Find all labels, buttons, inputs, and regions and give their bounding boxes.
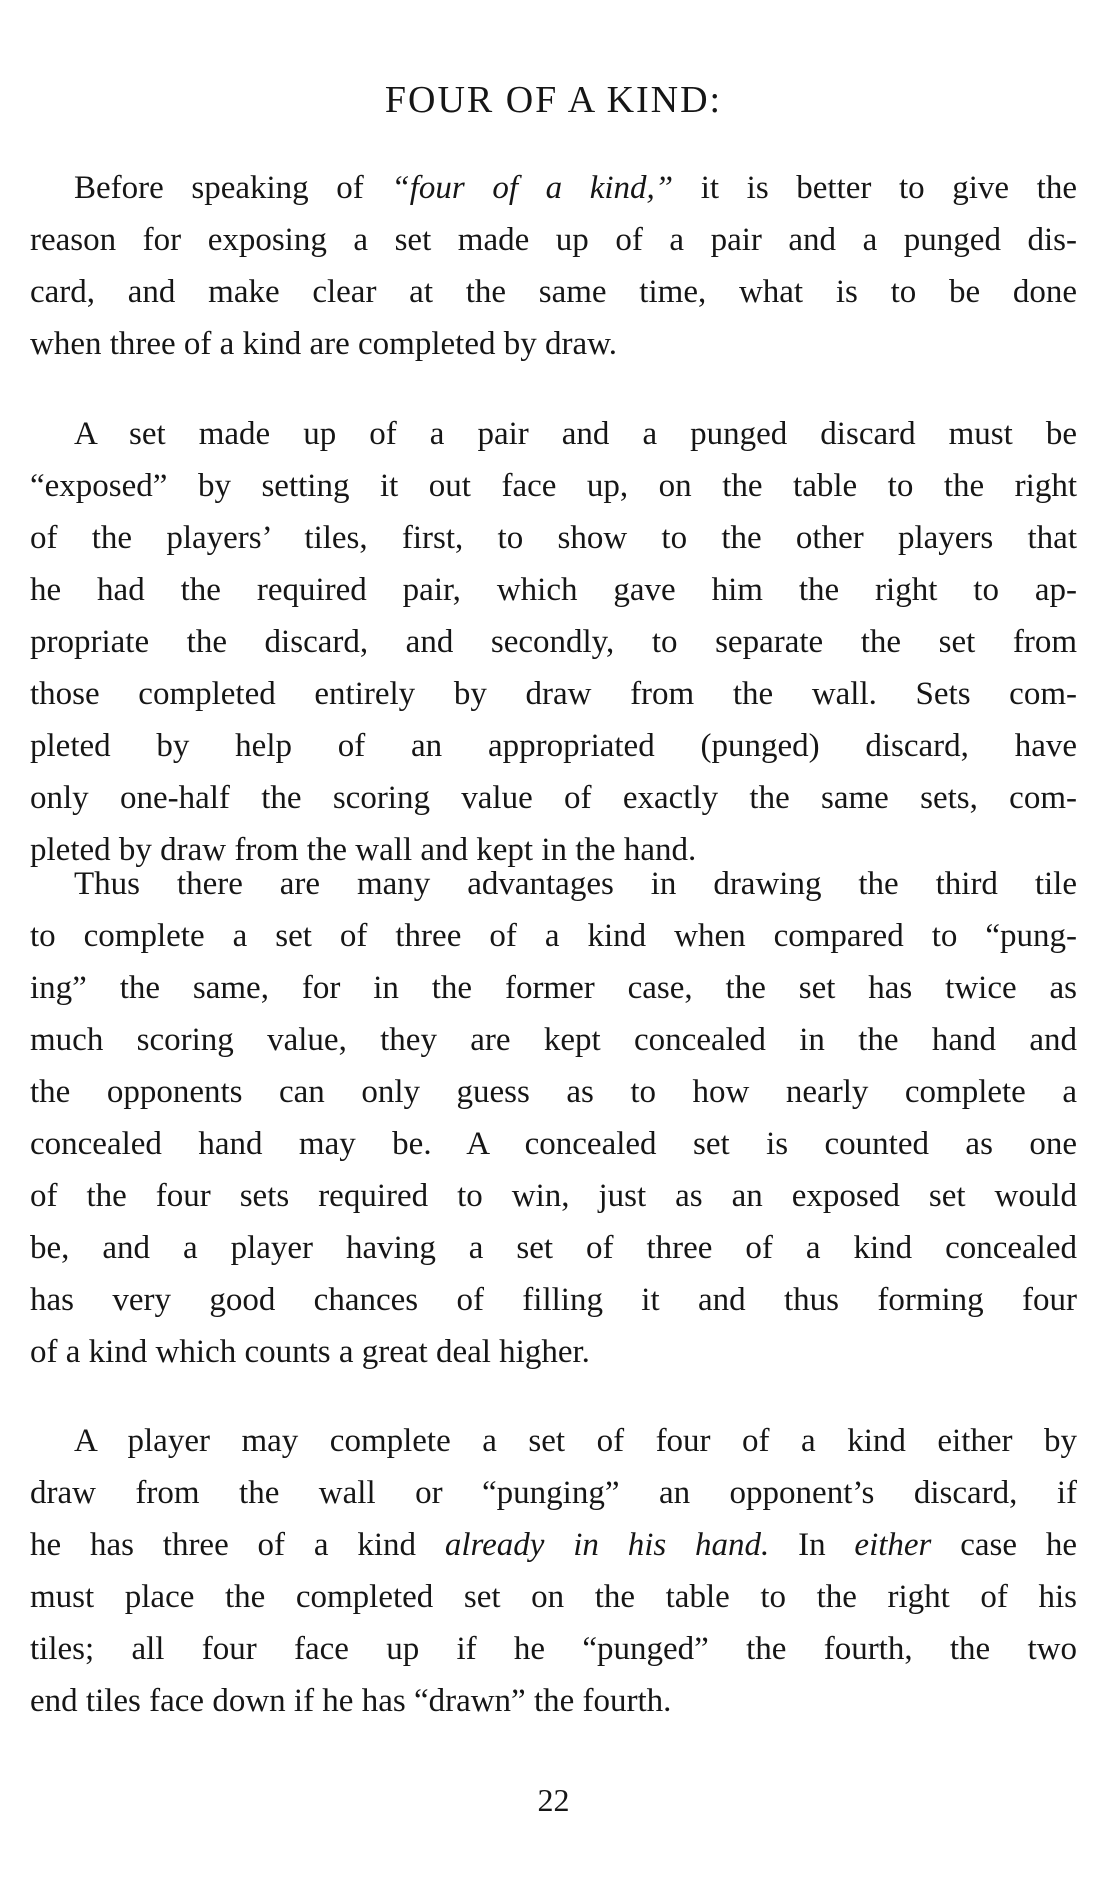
text-line bbox=[30, 1118, 1077, 1170]
text-line bbox=[30, 512, 1077, 564]
text-line bbox=[30, 214, 1077, 266]
text-run: those completed entirely by draw from the wall. Sets com- bbox=[30, 676, 1077, 712]
text-run: of the four sets required to win, just as an exposed set would bbox=[30, 1178, 1077, 1214]
text-line bbox=[30, 910, 1077, 962]
text-line bbox=[30, 318, 1077, 370]
paragraph-3 bbox=[30, 858, 1077, 1378]
text-line bbox=[30, 1519, 1077, 1571]
text-run: be, and a player having a set of three of a kind concealed bbox=[30, 1230, 1077, 1266]
text-line bbox=[30, 266, 1077, 318]
text-run: propriate the discard, and secondly, to separate the set from bbox=[30, 624, 1077, 660]
text-line bbox=[30, 616, 1077, 668]
page-number: 22 bbox=[537, 1782, 570, 1818]
text-line bbox=[30, 1170, 1077, 1222]
text-run: pleted by help of an appropriated (punged) discard, have bbox=[30, 728, 1077, 764]
text-run: has very good chances of filling it and thus forming four bbox=[30, 1282, 1077, 1318]
text-run: In bbox=[769, 1527, 855, 1563]
paragraph-4 bbox=[30, 1415, 1077, 1727]
text-run: case he bbox=[931, 1527, 1077, 1563]
text-line bbox=[30, 1571, 1077, 1623]
text-line bbox=[30, 1222, 1077, 1274]
text-run: “exposed” by setting it out face up, on the table to the right bbox=[30, 468, 1077, 504]
text-run: reason for exposing a set made up of a pair and a punged dis- bbox=[30, 222, 1077, 258]
text-line bbox=[30, 564, 1077, 616]
text-run: it is better to give the bbox=[673, 170, 1077, 206]
text-run: must place the completed set on the table to the right of his bbox=[30, 1579, 1077, 1615]
text-run: when three of a kind are completed by draw. bbox=[30, 326, 618, 362]
text-run: he has three of a kind bbox=[30, 1527, 445, 1563]
text-run: end tiles face down if he has “drawn” the fourth. bbox=[30, 1683, 672, 1719]
text-run: only one-half the scoring value of exactly the same sets, com- bbox=[30, 780, 1077, 816]
text-run: he had the required pair, which gave him the right to ap- bbox=[30, 572, 1077, 608]
paragraph-2 bbox=[30, 408, 1077, 876]
text-line bbox=[30, 1467, 1077, 1519]
text-run: to complete a set of three of a kind when compared to “pung- bbox=[30, 918, 1077, 954]
text-run: Before speaking of bbox=[74, 170, 392, 206]
text-run: card, and make clear at the same time, what is to be done bbox=[30, 274, 1077, 310]
text-line bbox=[30, 858, 1077, 910]
emphasis-text: either bbox=[854, 1527, 932, 1563]
emphasis-text: already in his hand. bbox=[444, 1527, 770, 1563]
emphasis-text: “four of a kind,” bbox=[391, 170, 674, 206]
text-run: A set made up of a pair and a punged discard must be bbox=[74, 416, 1077, 452]
text-line bbox=[30, 668, 1077, 720]
text-line bbox=[30, 408, 1077, 460]
text-line bbox=[30, 162, 1077, 214]
text-run: the opponents can only guess as to how nearly complete a bbox=[30, 1074, 1077, 1110]
text-run: draw from the wall or “punging” an opponent’s discard, if bbox=[30, 1475, 1077, 1511]
text-line bbox=[30, 1014, 1077, 1066]
text-line bbox=[30, 460, 1077, 512]
text-line bbox=[30, 1066, 1077, 1118]
text-run: A player may complete a set of four of a kind either by bbox=[74, 1423, 1077, 1459]
text-line bbox=[30, 1326, 1077, 1378]
text-run: ing” the same, for in the former case, the set has twice as bbox=[30, 970, 1077, 1006]
text-run: concealed hand may be. A concealed set is counted as one bbox=[30, 1126, 1077, 1162]
text-run: of the players’ tiles, first, to show to the other players that bbox=[30, 520, 1077, 556]
text-line bbox=[30, 1415, 1077, 1467]
chapter-heading: FOUR OF A KIND: bbox=[384, 79, 723, 121]
text-line bbox=[30, 1274, 1077, 1326]
paragraph-1 bbox=[30, 162, 1077, 370]
text-run: of a kind which counts a great deal higher. bbox=[30, 1334, 590, 1370]
text-run: pleted by draw from the wall and kept in the hand. bbox=[30, 832, 697, 868]
text-run: Thus there are many advantages in drawing the third tile bbox=[74, 866, 1077, 902]
text-line bbox=[30, 1675, 1077, 1727]
text-run: much scoring value, they are kept concealed in the hand and bbox=[30, 1022, 1077, 1058]
text-line bbox=[30, 1623, 1077, 1675]
text-run: tiles; all four face up if he “punged” the fourth, the two bbox=[30, 1631, 1077, 1667]
text-line bbox=[30, 720, 1077, 772]
text-line bbox=[30, 772, 1077, 824]
text-line bbox=[30, 962, 1077, 1014]
